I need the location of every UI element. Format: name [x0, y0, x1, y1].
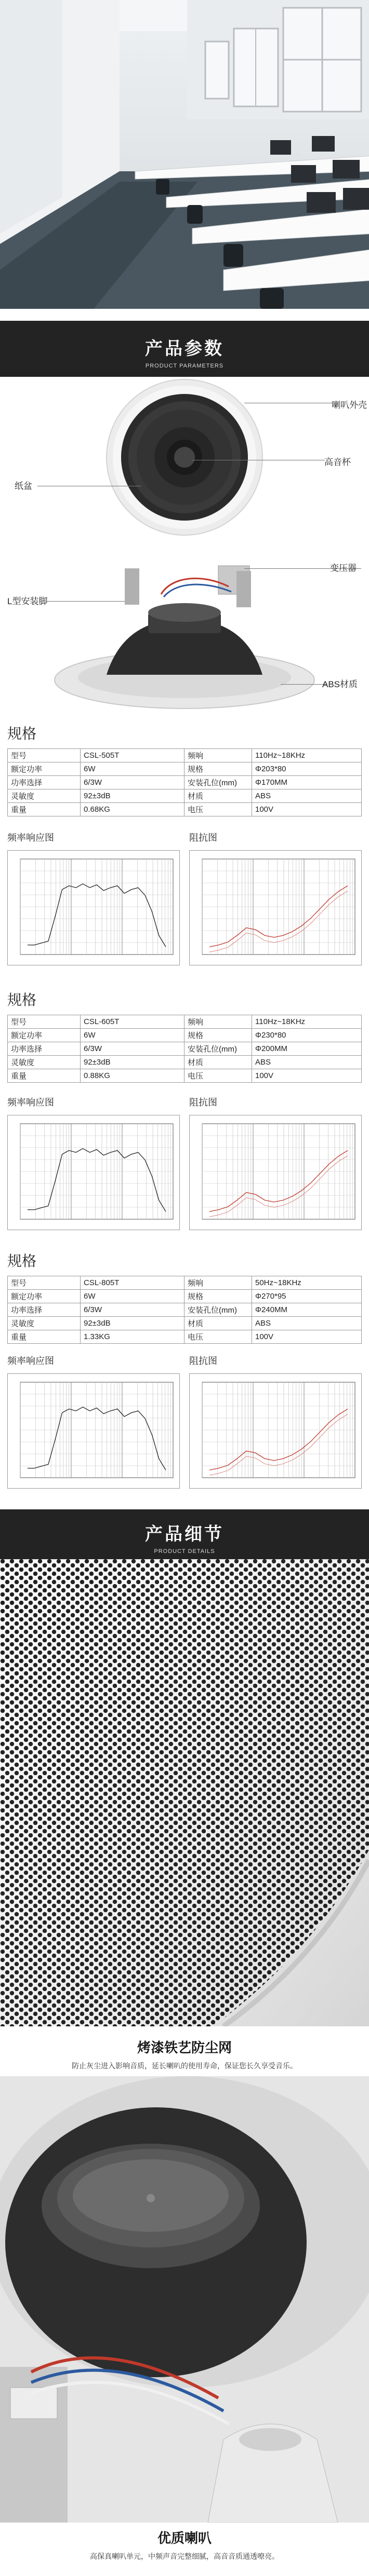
spec-key: 重量 [8, 1069, 81, 1083]
freq-chart-caption: 频率响应图 [7, 1097, 54, 1108]
spec-key: 型号 [8, 749, 81, 762]
spec-key: 功率选择 [8, 1042, 81, 1056]
spec-value: 6W [81, 1290, 184, 1303]
table-row [8, 1042, 362, 1056]
params-title: 产品参数 [145, 339, 224, 359]
spec-key: 安装孔位(mm) [184, 1042, 252, 1056]
spec-value: 6W [81, 762, 184, 776]
spec-key: 功率选择 [8, 776, 81, 789]
spec-key: 重量 [8, 1330, 81, 1344]
spec-key: 灵敏度 [8, 789, 81, 803]
table-row [8, 762, 362, 776]
freq-response-chart [7, 1373, 180, 1489]
spec-value: CSL-505T [81, 749, 184, 762]
spec-key: 材质 [184, 1317, 252, 1330]
spec-heading: 规格 [7, 1253, 37, 1269]
impedance-chart [189, 1115, 362, 1230]
freq-response-graph [8, 851, 179, 965]
spec-table [7, 1015, 362, 1083]
spec-key: 安装孔位(mm) [184, 1303, 252, 1317]
spec-key: 规格 [184, 1029, 252, 1042]
spec-key: 材质 [184, 789, 252, 803]
impedance-chart-caption: 阻抗图 [189, 1356, 217, 1366]
spec-value: 6/3W [81, 776, 184, 789]
chart-row-1 [7, 830, 362, 965]
table-row [8, 789, 362, 803]
impedance-curve-secondary [209, 1414, 348, 1476]
spec-value: CSL-805T [81, 1276, 184, 1290]
table-row [8, 1029, 362, 1042]
spec-key: 频响 [184, 1015, 252, 1029]
spec-value: CSL-605T [81, 1015, 184, 1029]
table-row [8, 1303, 362, 1317]
table-row [8, 776, 362, 789]
impedance-graph [190, 1115, 361, 1230]
chart-row-3 [7, 1354, 362, 1489]
horn-closeup-photo [0, 2076, 369, 2523]
impedance-graph [190, 851, 361, 965]
table-row [8, 1056, 362, 1069]
spec-value: 100V [252, 803, 362, 816]
table-row [8, 749, 362, 762]
impedance-graph [190, 1374, 361, 1488]
spec-value: Φ200MM [252, 1042, 362, 1056]
spec-value: 6/3W [81, 1303, 184, 1317]
spec-value: 100V [252, 1069, 362, 1083]
spec-key: 规格 [184, 1290, 252, 1303]
callout-transformer: 变压器 [330, 563, 357, 573]
spec-value: 100V [252, 1330, 362, 1344]
grille-title: 烤漆铁艺防尘网 [137, 2040, 232, 2055]
hero-office-photo [0, 0, 369, 309]
spec-value: 110Hz~18KHz [252, 1015, 362, 1029]
horn-description: 高保真喇叭单元，中频声音完整细腻，高音音质通透嘹亮。 [90, 2552, 279, 2560]
horn-title: 优质喇叭 [157, 2530, 212, 2546]
impedance-chart [189, 850, 362, 965]
freq-response-chart [7, 1115, 180, 1230]
spec-value: 0.68KG [81, 803, 184, 816]
spec-value: 110Hz~18KHz [252, 749, 362, 762]
spec-key: 规格 [184, 762, 252, 776]
spec-value: ABS [252, 789, 362, 803]
table-row [8, 1290, 362, 1303]
impedance-chart-caption: 阻抗图 [189, 1097, 217, 1108]
freq-response-graph [8, 1115, 179, 1230]
spec-key: 重量 [8, 803, 81, 816]
spec-key: 功率选择 [8, 1303, 81, 1317]
spec-key: 额定功率 [8, 1290, 81, 1303]
impedance-chart [189, 1373, 362, 1489]
freq-chart-caption: 频率响应图 [7, 1356, 54, 1366]
callout-abs: ABS材质 [322, 679, 358, 689]
spec-value: Φ203*80 [252, 762, 362, 776]
speaker-front-figure [0, 377, 369, 538]
spec-block-2 [7, 989, 362, 1083]
spec-block-1 [7, 723, 362, 816]
impedance-chart-caption: 阻抗图 [189, 833, 217, 843]
spec-key: 型号 [8, 1015, 81, 1029]
spec-value: Φ270*95 [252, 1290, 362, 1303]
speaker-front-image [0, 377, 369, 538]
spec-value: 92±3dB [81, 789, 184, 803]
spec-key: 灵敏度 [8, 1317, 81, 1330]
table-row [8, 1330, 362, 1344]
freq-chart-caption: 频率响应图 [7, 833, 54, 843]
callout-bracket: L型安装脚 [7, 596, 48, 606]
params-section-header [0, 321, 369, 377]
spec-heading: 规格 [7, 992, 37, 1008]
spec-value: 6/3W [81, 1042, 184, 1056]
callout-horn-shell: 喇叭外壳 [332, 400, 367, 410]
spec-value: 6W [81, 1029, 184, 1042]
spec-value: Φ230*80 [252, 1029, 362, 1042]
horn-caption [0, 2528, 369, 2561]
details-subtitle: PRODUCT DETAILS [154, 1548, 215, 1555]
spec-value: ABS [252, 1317, 362, 1330]
spec-value: 0.88KG [81, 1069, 184, 1083]
speaker-back-figure [0, 545, 369, 716]
spec-key: 频响 [184, 1276, 252, 1290]
speaker-back-image [0, 545, 369, 716]
spec-value: Φ240MM [252, 1303, 362, 1317]
params-subtitle: PRODUCT PARAMETERS [145, 363, 224, 369]
spec-table [7, 1276, 362, 1344]
spec-key: 灵敏度 [8, 1056, 81, 1069]
freq-response-chart [7, 850, 180, 965]
spec-key: 电压 [184, 803, 252, 816]
freq-response-curve [28, 1149, 166, 1211]
table-row [8, 803, 362, 816]
spec-value: Φ170MM [252, 776, 362, 789]
spec-heading: 规格 [7, 726, 37, 742]
spec-value: 92±3dB [81, 1056, 184, 1069]
spec-table [7, 748, 362, 816]
spec-key: 电压 [184, 1069, 252, 1083]
table-row [8, 1276, 362, 1290]
spec-block-3 [7, 1250, 362, 1344]
chart-row-2 [7, 1095, 362, 1230]
grille-mesh-photo [0, 1559, 369, 2026]
freq-response-curve [28, 1407, 166, 1470]
spec-value: ABS [252, 1056, 362, 1069]
spec-key: 安装孔位(mm) [184, 776, 252, 789]
freq-response-curve [28, 884, 166, 947]
spec-key: 额定功率 [8, 1029, 81, 1042]
spec-value: 92±3dB [81, 1317, 184, 1330]
freq-response-graph [8, 1374, 179, 1488]
callout-tweeter: 高音杯 [324, 457, 351, 467]
impedance-curve-secondary [209, 1156, 348, 1217]
spec-value: 50Hz~18KHz [252, 1276, 362, 1290]
spec-key: 材质 [184, 1056, 252, 1069]
details-section-header [0, 1509, 369, 1559]
spec-value: 1.33KG [81, 1330, 184, 1344]
table-row [8, 1015, 362, 1029]
spec-key: 额定功率 [8, 762, 81, 776]
table-row [8, 1069, 362, 1083]
details-title: 产品细节 [145, 1524, 224, 1544]
spec-key: 电压 [184, 1330, 252, 1344]
impedance-curve-secondary [209, 891, 348, 952]
grille-description: 防止灰尘进入影响音质，延长喇叭的使用寿命，保证您长久享受音乐。 [72, 2062, 297, 2070]
callout-cone: 纸盆 [15, 481, 32, 491]
spec-key: 型号 [8, 1276, 81, 1290]
table-row [8, 1317, 362, 1330]
spec-key: 频响 [184, 749, 252, 762]
grille-caption [0, 2037, 369, 2071]
